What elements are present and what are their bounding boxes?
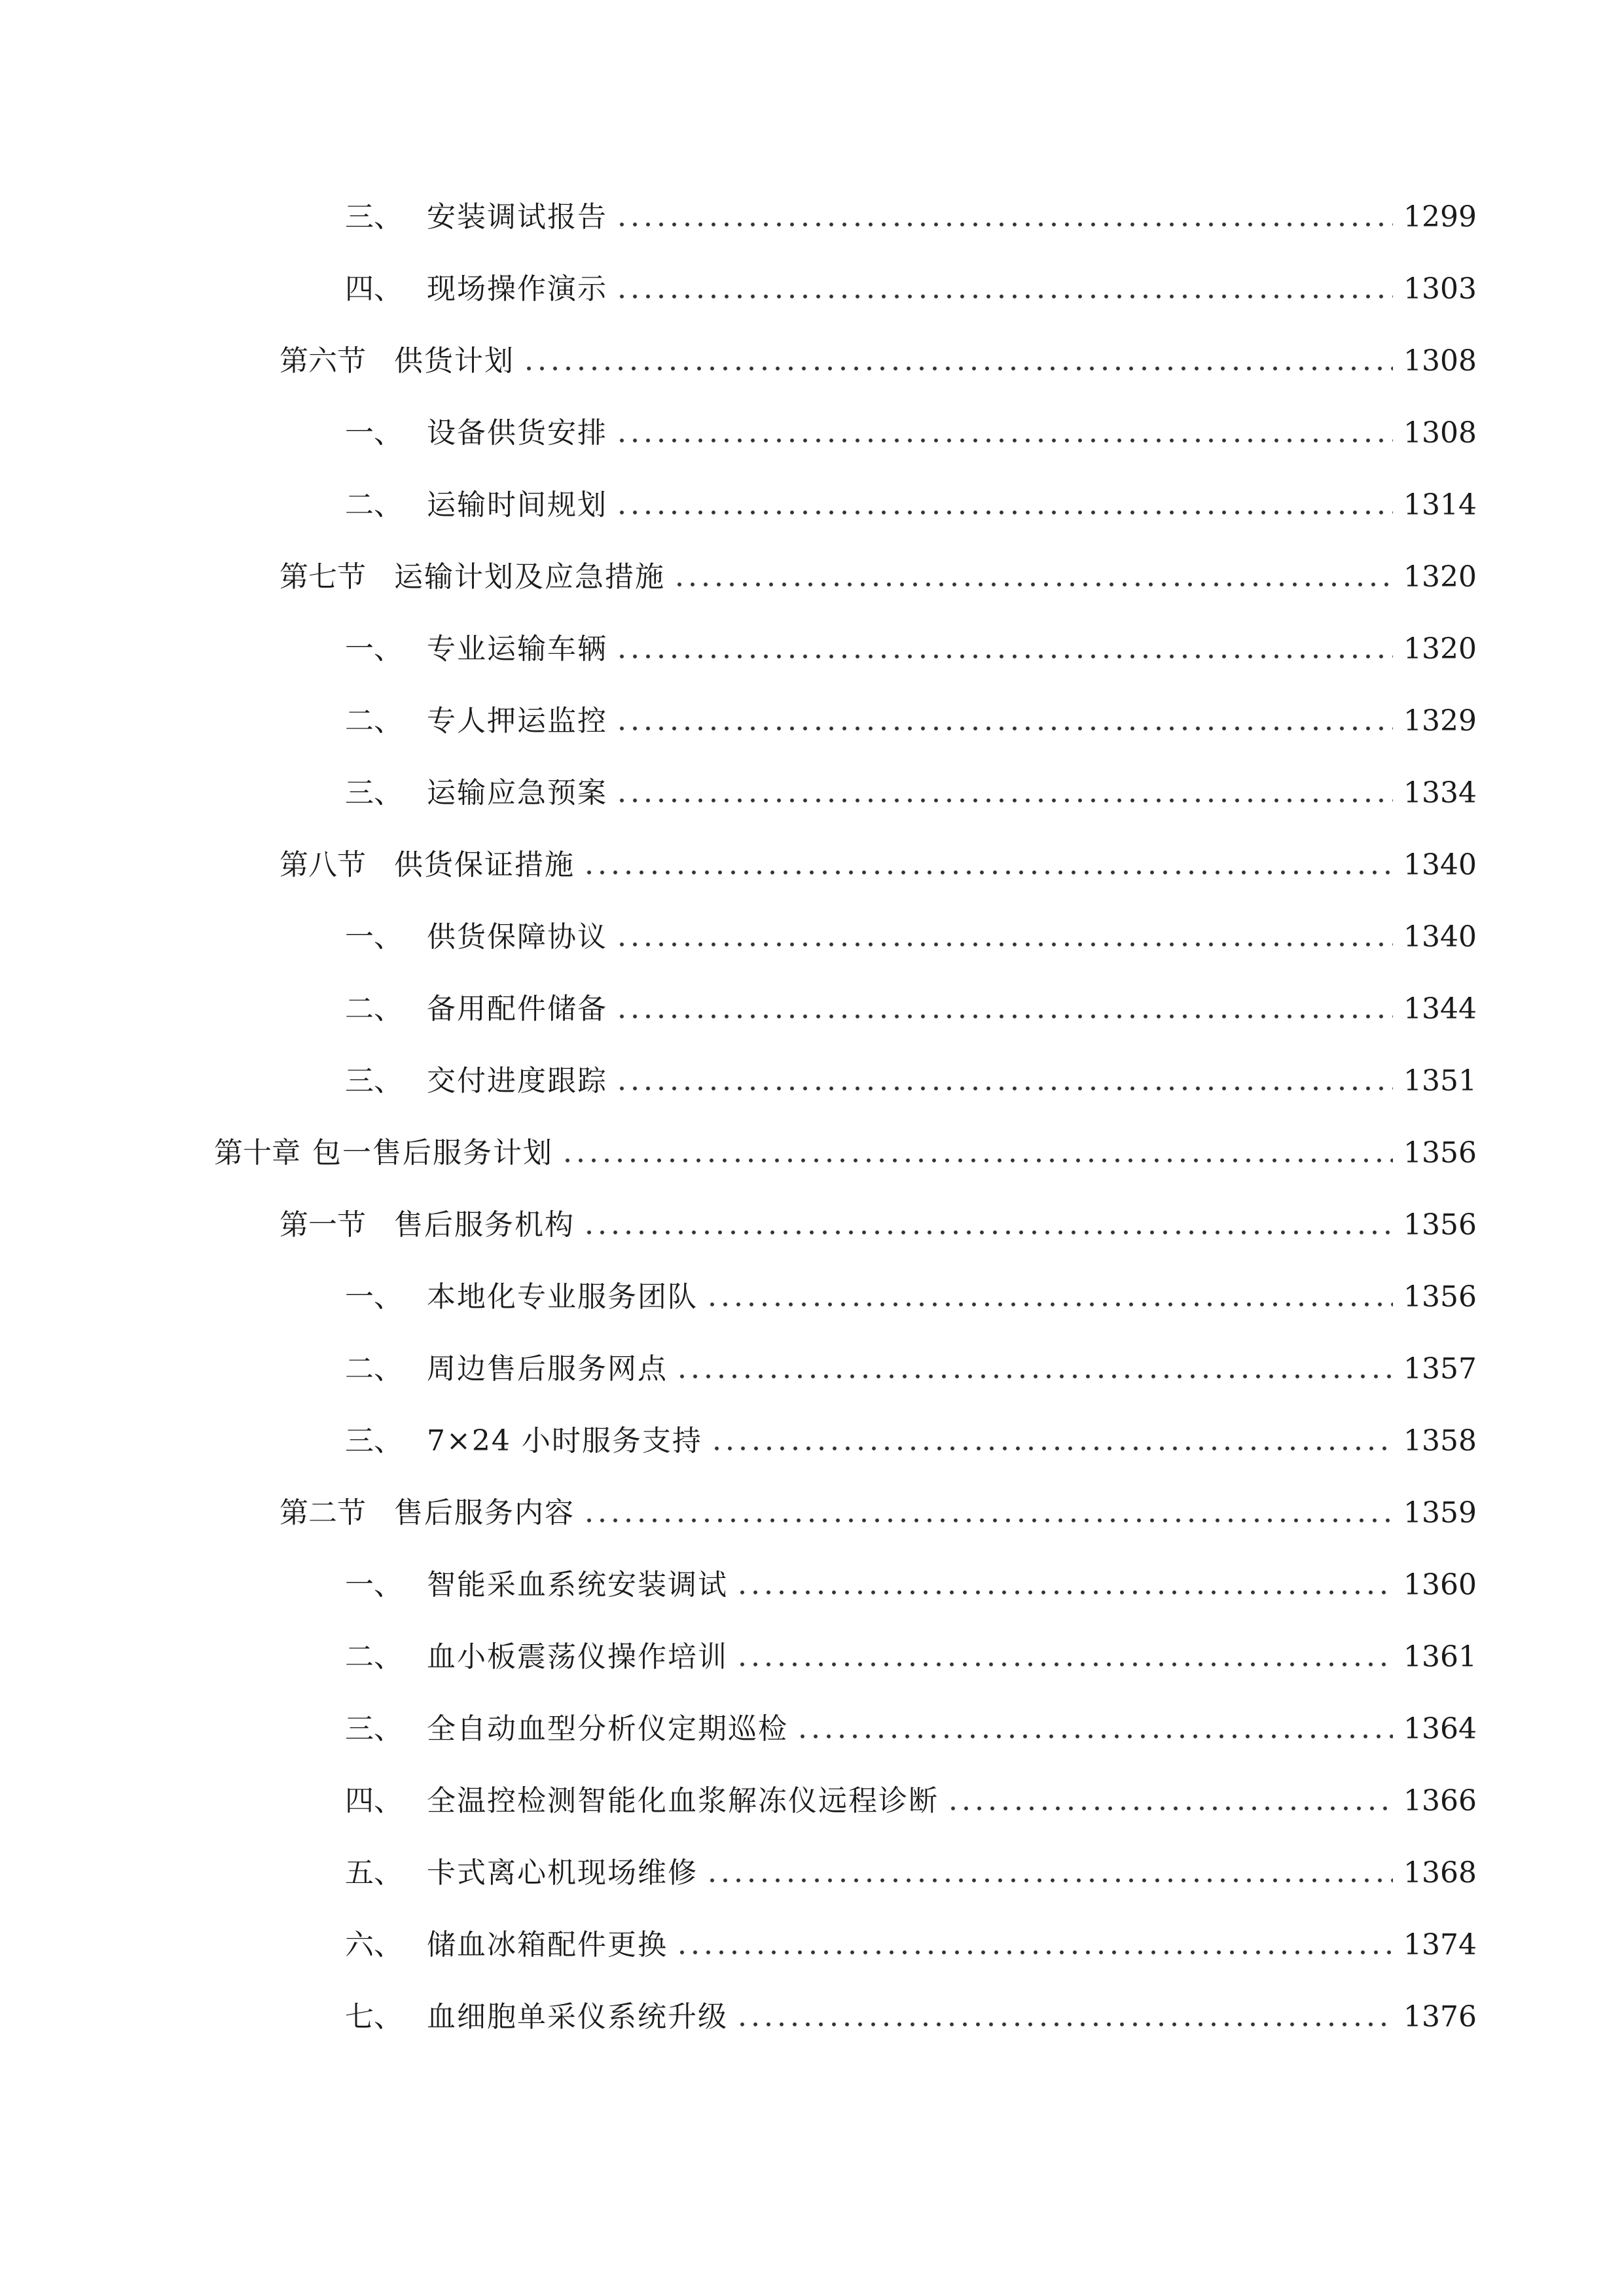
entry-title: 专业运输车辆 [427,632,607,666]
entry-title: 包一售后服务计划 [312,1136,553,1170]
toc-entry[interactable] [280,833,1477,885]
dot-leader [796,1733,1393,1740]
dot-leader [706,1877,1393,1884]
dot-leader [615,653,1393,660]
toc-entry[interactable] [280,545,1477,597]
dot-leader [615,509,1393,516]
entry-title: 供货保证措施 [394,848,575,882]
entry-page-number: 1340 [1403,920,1477,954]
toc-entry[interactable] [345,257,1477,309]
entry-number: 三、 [345,200,403,234]
toc-entry[interactable] [214,1121,1477,1173]
dot-leader [676,1949,1393,1956]
entry-number: 一、 [345,632,403,666]
dot-leader [615,725,1393,732]
dot-leader [522,365,1393,372]
dot-leader [561,1157,1393,1164]
dot-leader [583,1229,1393,1236]
entry-title: 本地化专业服务团队 [427,1280,698,1314]
entry-number: 第十章 [214,1136,300,1170]
entry-number: 第八节 [280,848,366,882]
entry-number: 一、 [345,920,403,954]
toc-entry[interactable] [345,689,1477,741]
entry-number: 二、 [345,1640,403,1674]
dot-leader [736,1661,1393,1668]
entry-page-number: 1356 [1403,1208,1477,1242]
entry-title: 备用配件储备 [427,992,607,1026]
toc-entry[interactable] [345,977,1477,1029]
entry-title: 供货计划 [394,344,514,378]
dot-leader [710,1445,1393,1452]
toc-entry[interactable] [345,473,1477,525]
entry-number: 第二节 [280,1496,366,1530]
entry-title: 供货保障协议 [427,920,607,954]
entry-number: 一、 [345,1568,403,1602]
dot-leader [736,1589,1393,1596]
entry-page-number: 1314 [1403,488,1477,522]
entry-title: 全温控检测智能化血浆解冻仪远程诊断 [427,1784,939,1818]
entry-page-number: 1356 [1403,1136,1477,1170]
entry-title: 运输计划及应急措施 [394,560,665,594]
dot-leader [615,221,1393,228]
entry-number: 七、 [345,2000,403,2034]
entry-page-number: 1360 [1403,1568,1477,1602]
entry-page-number: 1303 [1403,272,1477,306]
toc-entry[interactable] [280,329,1477,381]
entry-page-number: 1361 [1403,1640,1477,1674]
entry-number: 五、 [345,1856,403,1890]
dot-leader [673,581,1393,588]
entry-page-number: 1374 [1403,1928,1477,1962]
entry-title: 智能采血系统安装调试 [427,1568,728,1602]
entry-page-number: 1364 [1403,1712,1477,1746]
entry-page-number: 1359 [1403,1496,1477,1530]
dot-leader [583,1517,1393,1524]
dot-leader [736,2021,1393,2028]
entry-page-number: 1329 [1403,704,1477,738]
dot-leader [615,941,1393,948]
dot-leader [947,1805,1393,1812]
dot-leader [615,293,1393,300]
entry-number: 二、 [345,992,403,1026]
toc-entry[interactable] [345,905,1477,957]
entry-number: 三、 [345,776,403,810]
entry-page-number: 1334 [1403,776,1477,810]
entry-number: 一、 [345,416,403,450]
entry-number: 第七节 [280,560,366,594]
dot-leader [615,1085,1393,1092]
entry-number: 二、 [345,488,403,522]
entry-number: 三、 [345,1064,403,1098]
entry-number: 二、 [345,704,403,738]
toc-entry[interactable] [345,617,1477,669]
entry-title: 专人押运监控 [427,704,607,738]
entry-title: 储血冰箱配件更换 [427,1928,668,1962]
entry-title: 血小板震荡仪操作培训 [427,1640,728,1674]
entry-title: 运输应急预案 [427,776,607,810]
dot-leader [615,797,1393,804]
entry-page-number: 1299 [1403,200,1477,234]
entry-page-number: 1320 [1403,632,1477,666]
entry-page-number: 1368 [1403,1856,1477,1890]
entry-number: 三、 [345,1712,403,1746]
toc-entry[interactable] [345,1984,1477,2037]
entry-title: 安装调试报告 [427,200,607,234]
toc-entry[interactable] [280,1480,1477,1533]
entry-title: 血细胞单采仪系统升级 [427,2000,728,2034]
toc-entry[interactable] [345,1552,1477,1605]
entry-number: 第六节 [280,344,366,378]
toc-entry[interactable] [345,1696,1477,1749]
entry-title: 售后服务内容 [394,1496,575,1530]
toc-entry[interactable] [345,1336,1477,1389]
entry-page-number: 1356 [1403,1280,1477,1314]
entry-title: 卡式离心机现场维修 [427,1856,698,1890]
toc-entry[interactable] [345,1840,1477,1893]
toc-entry[interactable] [345,1768,1477,1821]
entry-page-number: 1344 [1403,992,1477,1026]
entry-title: 全自动血型分析仪定期巡检 [427,1712,788,1746]
entry-title: 交付进度跟踪 [427,1064,607,1098]
entry-number: 二、 [345,1352,403,1386]
toc-entry[interactable] [345,1624,1477,1677]
entry-page-number: 1308 [1403,344,1477,378]
toc-entry[interactable] [345,185,1477,237]
dot-leader [706,1301,1393,1308]
toc-entry[interactable] [345,1265,1477,1317]
entry-title: 售后服务机构 [394,1208,575,1242]
entry-title: 设备供货安排 [427,416,607,450]
toc-entry[interactable] [345,761,1477,813]
entry-title: 周边售后服务网点 [427,1352,668,1386]
dot-leader [615,437,1393,444]
entry-page-number: 1376 [1403,2000,1477,2034]
entry-page-number: 1320 [1403,560,1477,594]
entry-page-number: 1340 [1403,848,1477,882]
entry-page-number: 1366 [1403,1784,1477,1818]
entry-page-number: 1351 [1403,1064,1477,1098]
entry-number: 六、 [345,1928,403,1962]
dot-leader [615,1013,1393,1020]
entry-page-number: 1358 [1403,1424,1477,1458]
toc-entry[interactable] [280,1193,1477,1245]
dot-leader [676,1373,1393,1380]
toc-entry[interactable] [345,1912,1477,1965]
entry-title: 运输时间规划 [427,488,607,522]
toc-entry[interactable] [345,401,1477,453]
dot-leader [583,869,1393,876]
entry-number: 四、 [345,272,403,306]
entry-title: 7×24 小时服务支持 [427,1424,702,1458]
entry-number: 一、 [345,1280,403,1314]
toc-entry[interactable] [345,1049,1477,1101]
entry-title: 现场操作演示 [427,272,607,306]
toc-entry[interactable] [345,1408,1477,1461]
entry-page-number: 1308 [1403,416,1477,450]
entry-number: 三、 [345,1424,403,1458]
entry-number: 四、 [345,1784,403,1818]
entry-page-number: 1357 [1403,1352,1477,1386]
entry-number: 第一节 [280,1208,366,1242]
